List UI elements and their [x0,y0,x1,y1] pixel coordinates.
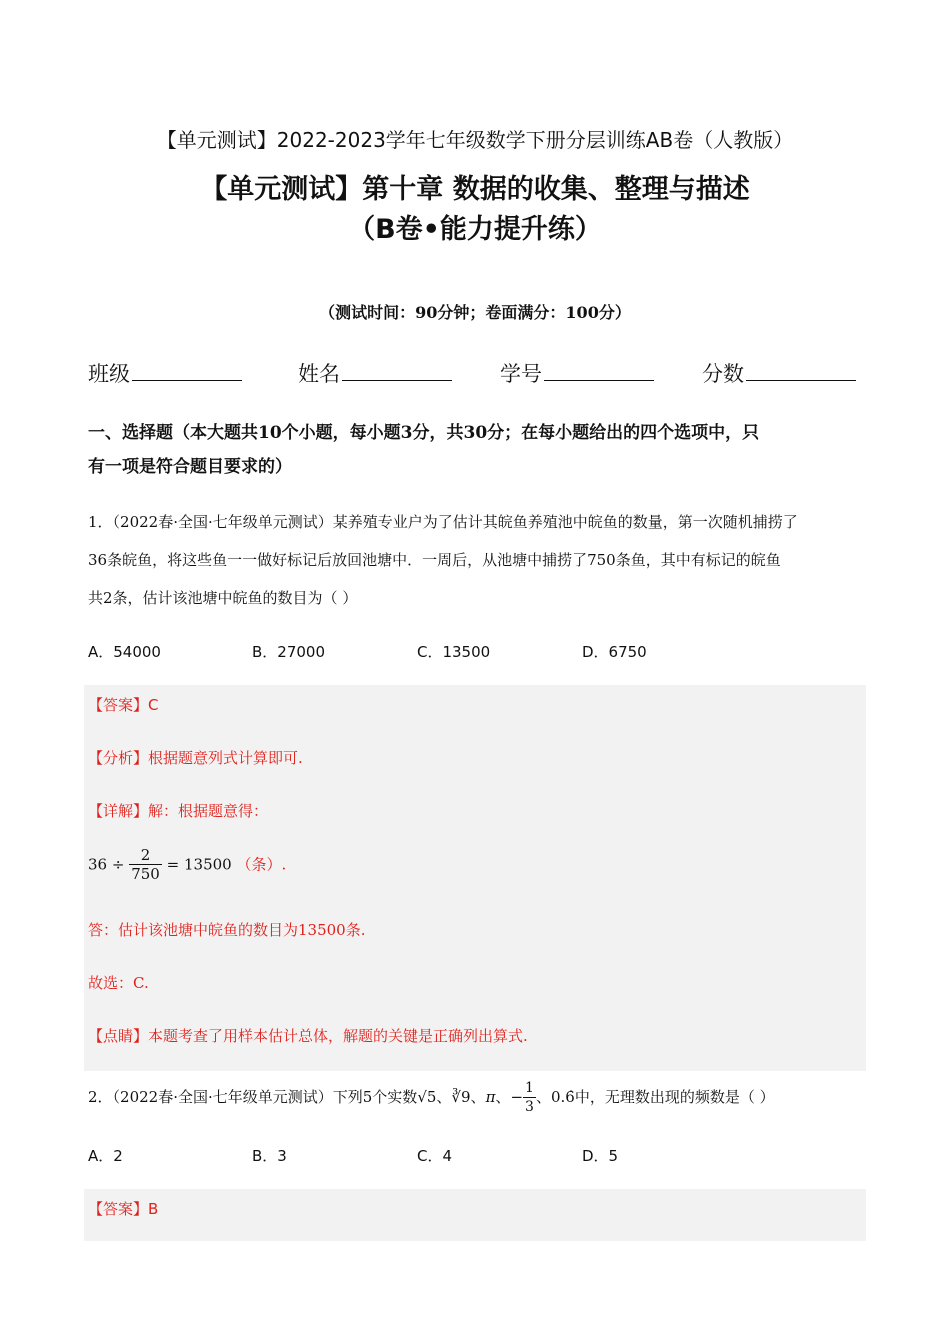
q1-option-a[interactable]: A．54000 [88,643,161,661]
q2-neg: − [510,1088,524,1106]
q1-line2: 36条皖鱼，将这些鱼一一做好标记后放回池塘中．一周后，从池塘中捕捞了750条鱼，其中有标记的皖鱼 [88,551,781,569]
id-blank[interactable] [544,358,654,381]
detail-tag: 【详解】 [88,802,149,820]
series-title: 【单元测试】2022-2023学年七年级数学下册分层训练AB卷（人教版） [156,128,794,152]
score-blank[interactable] [746,358,856,381]
comment-tag: 【点睛】 [88,1027,149,1045]
id-label: 学号 [500,362,542,386]
q1-choice: 故选：C. [88,974,149,992]
q2-sep2: 、 [470,1088,486,1106]
formula-denominator: 750 [131,865,160,883]
answer-value: C [148,696,159,714]
q1-option-b[interactable]: B．27000 [252,643,326,661]
q1-formula [88,846,286,883]
formula-fraction [129,846,162,883]
q2-answer-value: B [148,1200,159,1218]
name-label: 姓名 [298,362,340,386]
answer-tag: 【答案】 [88,696,149,714]
volume-title: （B卷•能力提升练） [348,214,602,245]
chapter-title: 【单元测试】第十章 数据的收集、整理与描述 [200,174,750,205]
q1-line1: 1．（2022春·全国·七年级单元测试）某养殖专业户为了估计其皖鱼养殖池中皖鱼的数量，第一次随机捕捞了 [88,513,798,531]
q2-option-d[interactable]: D．5 [582,1147,619,1165]
q2-pi: π [485,1088,496,1106]
q1-detail [88,799,268,823]
q2-sep1: 、 [436,1088,452,1106]
q1-line3: 共2条，估计该池塘中皖鱼的数目为（ ） [88,589,358,607]
formula-left: 36 ÷ [88,855,125,874]
q2-suffix: 中，无理数出现的频数是（ ） [574,1088,775,1106]
q1-comment [88,1024,528,1048]
q1-conclusion: 答：估计该池塘中皖鱼的数目为13500条. [88,921,366,939]
formula-numerator: 2 [129,846,162,865]
score-field[interactable] [702,358,856,389]
score-label: 分数 [702,362,744,386]
q2-fraction [523,1079,536,1116]
q2-option-c[interactable]: C．4 [417,1147,453,1165]
id-field[interactable] [500,358,654,389]
q2-frac-num: 1 [525,1079,534,1096]
q2-stem [88,1078,775,1116]
q1-analysis [88,746,303,770]
section1-line2: 有一项是符合题目要求的） [88,457,292,477]
q1-answer [88,693,159,717]
formula-unit: （条）. [236,855,287,874]
section1-line1: 一、选择题（本大题共10个小题，每小题3分，共30分；在每小题给出的四个选项中，只 [88,423,760,443]
class-field[interactable] [88,358,242,389]
q2-answer-box [84,1189,866,1241]
formula-right: = 13500 [166,855,232,874]
q2-answer-tag: 【答案】 [88,1200,149,1218]
class-label: 班级 [88,362,130,386]
q2-cbrt9: ∛9 [451,1088,471,1106]
q2-prefix: 2．（2022春·全国·七年级单元测试）下列5个实数 [88,1088,418,1106]
analysis-tag: 【分析】 [88,749,149,767]
analysis-text: 根据题意列式计算即可. [148,749,303,767]
q2-option-a[interactable]: A．2 [88,1147,123,1165]
test-info: （测试时间：90分钟；卷面满分：100分） [319,303,631,322]
q2-sep4: 、 [535,1088,551,1106]
q2-answer [88,1197,158,1221]
q2-sep3: 、 [495,1088,511,1106]
name-blank[interactable] [342,358,452,381]
q2-frac-den: 3 [525,1098,534,1115]
q2-repeating: 0.6̇ [550,1088,575,1106]
q1-option-c[interactable]: C．13500 [417,643,491,661]
q1-option-d[interactable]: D．6750 [582,643,647,661]
q2-sqrt5: √5 [417,1088,437,1106]
q2-option-b[interactable]: B．3 [252,1147,287,1165]
detail-text: 解：根据题意得： [148,802,269,820]
comment-text: 本题考查了用样本估计总体，解题的关键是正确列出算式. [148,1027,528,1045]
class-blank[interactable] [132,358,242,381]
name-field[interactable] [298,358,452,389]
